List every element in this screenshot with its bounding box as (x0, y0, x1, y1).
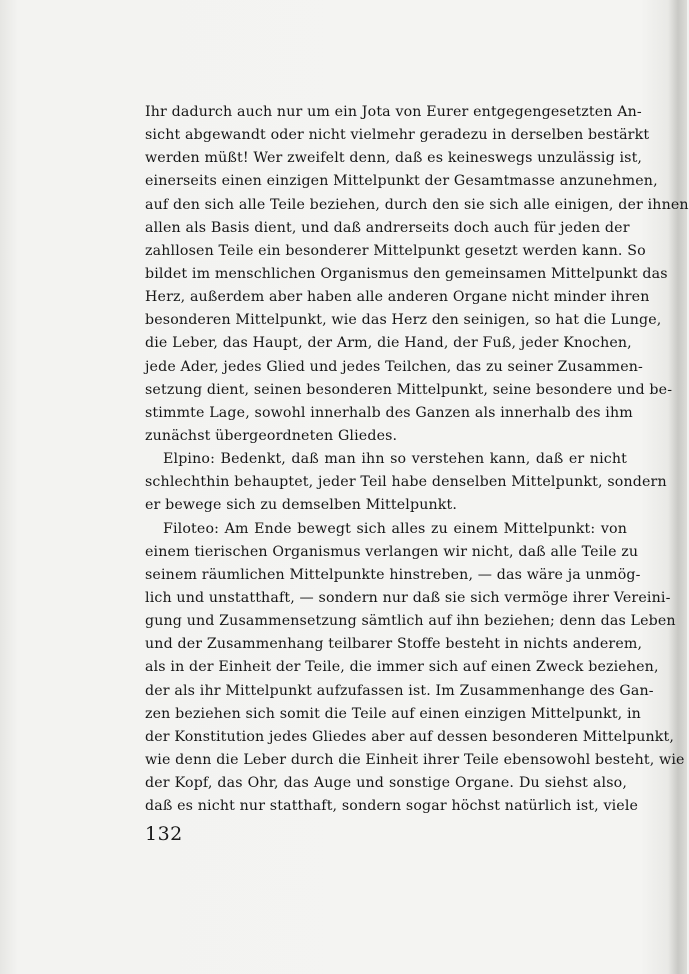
text-line: einerseits einen einzigen Mittelpunkt der Gesamtmasse anzunehmen, (145, 173, 658, 190)
text-line: er bewege sich zu demselben Mittelpunkt. (145, 497, 458, 514)
text-line: zunächst übergeordneten Gliedes. (145, 427, 398, 444)
text-line: sicht abgewandt oder nicht vielmehr geradezu in derselben bestärkt (145, 127, 650, 144)
text-line: auf den sich alle Teile beziehen, durch den sie sich alle einigen, der ihnen (145, 196, 689, 213)
body-text (145, 101, 689, 818)
text-line: Filoteo: Am Ende bewegt sich alles zu einem Mittelpunkt: von (163, 520, 627, 537)
text-line: der Konstitution jedes Gliedes aber auf dessen besonderen Mittelpunkt, (145, 728, 675, 745)
text-line: allen als Basis dient, und daß andrerseits doch auch für jeden der (145, 219, 630, 236)
text-line: stimmte Lage, sowohl innerhalb des Ganzen als innerhalb des ihm (145, 404, 633, 421)
text-line: der als ihr Mittelpunkt aufzufassen ist. Im Zusammenhange des Gan- (145, 682, 654, 699)
text-line: wie denn die Leber durch die Einheit ihrer Teile ebensowohl besteht, wie (145, 751, 685, 768)
text-line: Elpino: Bedenkt, daß man ihn so verstehen kann, daß er nicht (163, 451, 627, 468)
text-line: lich und unstatthaft, — sondern nur daß sie sich vermöge ihrer Vereini- (145, 589, 671, 606)
text-line: zen beziehen sich somit die Teile auf einen einzigen Mittelpunkt, in (145, 705, 641, 722)
text-line: Ihr dadurch auch nur um ein Jota von Eurer entgegengesetzten An- (145, 104, 642, 120)
text-line: besonderen Mittelpunkt, wie das Herz den seinigen, so hat die Lunge, (145, 312, 662, 329)
text-line: einem tierischen Organismus verlangen wir nicht, daß alle Teile zu (145, 543, 639, 560)
text-line: die Leber, das Haupt, der Arm, die Hand, der Fuß, jeder Knochen, (145, 335, 632, 352)
text-line: gung und Zusammensetzung sämtlich auf ihn beziehen; denn das Leben (145, 613, 676, 630)
text-line: jede Ader, jedes Glied und jedes Teilchen, das zu seiner Zusammen- (145, 358, 643, 375)
text-line: bildet im menschlichen Organismus den gemeinsamen Mittelpunkt das (145, 265, 668, 282)
text-line: schlechthin behauptet, jeder Teil habe denselben Mittelpunkt, sondern (145, 474, 667, 491)
text-line: Herz, außerdem aber haben alle anderen Organe nicht minder ihren (145, 289, 650, 306)
text-line: der Kopf, das Ohr, das Auge und sonstige Organe. Du siehst also, (145, 775, 627, 792)
text-line: setzung dient, seinen besonderen Mittelpunkt, seine besondere und be- (145, 381, 673, 398)
text-line: als in der Einheit der Teile, die immer sich auf einen Zweck beziehen, (145, 659, 659, 676)
text-line: zahllosen Teile ein besonderer Mittelpunkt gesetzt werden kann. So (145, 242, 646, 259)
text-line: werden müßt! Wer zweifelt denn, daß es keineswegs unzulässig ist, (145, 150, 643, 167)
text-line: und der Zusammenhang teilbarer Stoffe besteht in nichts anderem, (145, 636, 643, 653)
text-line: daß es nicht nur statthaft, sondern sogar höchst natürlich ist, viele (145, 798, 639, 815)
text-line: seinem räumlichen Mittelpunkte hinstreben, — das wäre ja unmög- (145, 566, 641, 583)
page-number: 132 (145, 823, 183, 845)
